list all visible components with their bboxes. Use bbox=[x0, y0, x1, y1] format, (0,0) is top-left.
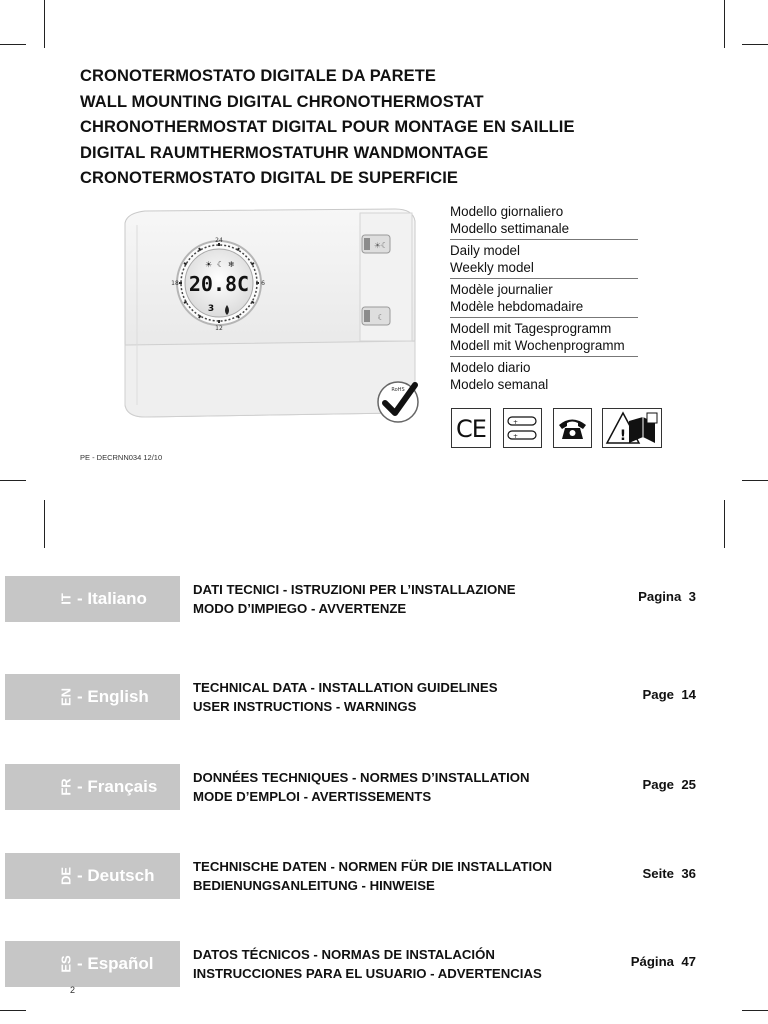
svg-text:!: ! bbox=[619, 428, 627, 444]
svg-text:☀☾: ☀☾ bbox=[373, 241, 389, 250]
language-tab bbox=[5, 853, 180, 899]
page-label: Seite bbox=[642, 866, 674, 881]
language-tab bbox=[5, 764, 180, 810]
page-number: 2 bbox=[70, 985, 76, 995]
section-description-line1: DATI TECNICI - ISTRUZIONI PER L’INSTALLAZIONE bbox=[193, 582, 516, 597]
language-code: DE bbox=[58, 866, 74, 886]
language-row-english[interactable] bbox=[0, 674, 768, 720]
page-number-ref: 36 bbox=[681, 866, 696, 881]
section-description bbox=[193, 679, 623, 716]
section-description bbox=[193, 769, 623, 806]
lcd-temperature: 20.8C bbox=[188, 272, 250, 296]
svg-text:❄: ❄ bbox=[228, 260, 235, 269]
language-tab bbox=[5, 576, 180, 622]
page-number-ref: 47 bbox=[681, 954, 696, 969]
model-group-english bbox=[450, 240, 638, 279]
svg-text:+: + bbox=[513, 433, 519, 440]
model-daily: Modèle journalier bbox=[450, 282, 553, 297]
language-tab bbox=[5, 941, 180, 987]
page-number-ref: 3 bbox=[688, 589, 696, 604]
model-group-italian bbox=[450, 201, 638, 240]
crop-mark bbox=[742, 480, 768, 481]
model-daily: Modell mit Tagesprogramm bbox=[450, 321, 612, 336]
page-reference bbox=[642, 866, 696, 881]
title-spanish: CRONOTERMOSTATO DIGITAL DE SUPERFICIE bbox=[80, 169, 459, 187]
ce-mark-icon bbox=[451, 408, 491, 448]
page-number-ref: 25 bbox=[681, 777, 696, 792]
crop-mark bbox=[742, 1010, 768, 1011]
model-daily: Modelo diario bbox=[450, 360, 531, 375]
title-german: DIGITAL RAUMTHERMOSTATUHR WANDMONTAGE bbox=[80, 143, 489, 162]
section-description bbox=[193, 581, 623, 618]
section-description-line1: TECHNISCHE DATEN - NORMEN FÜR DIE INSTALLATION bbox=[193, 859, 552, 874]
dial-label-left: 18 bbox=[171, 280, 179, 287]
section-description bbox=[193, 946, 623, 983]
language-row-italian[interactable] bbox=[0, 576, 768, 622]
language-name: - Italiano bbox=[77, 589, 147, 608]
crop-mark bbox=[44, 500, 45, 548]
language-code: ES bbox=[58, 955, 74, 973]
svg-text:☀: ☀ bbox=[205, 260, 213, 269]
model-group-french bbox=[450, 279, 638, 318]
section-description-line2: MODE D’EMPLOI - AVERTISSEMENTS bbox=[193, 788, 432, 804]
model-weekly: Modèle hebdomadaire bbox=[450, 299, 584, 314]
crop-mark bbox=[742, 44, 768, 45]
language-code: IT bbox=[58, 593, 74, 605]
warning-manual-icon bbox=[602, 408, 662, 448]
battery-icon bbox=[503, 408, 542, 448]
language-row-french[interactable] bbox=[0, 764, 768, 810]
dial-label-top: 24 bbox=[215, 237, 223, 244]
title-block bbox=[80, 64, 700, 192]
model-weekly: Modell mit Wochenprogramm bbox=[450, 338, 625, 353]
dial-label-right: 6 bbox=[261, 280, 265, 287]
page-number-ref: 14 bbox=[681, 687, 696, 702]
svg-text:+: + bbox=[513, 419, 519, 426]
telephone-icon bbox=[553, 408, 592, 448]
section-description bbox=[193, 858, 623, 895]
section-description-line2: INSTRUCCIONES PARA EL USUARIO - ADVERTENCIAS bbox=[193, 965, 542, 981]
page-label: Pagina bbox=[638, 589, 682, 604]
section-description-line2: BEDIENUNGSANLEITUNG - HINWEISE bbox=[193, 877, 435, 893]
crop-mark bbox=[44, 0, 45, 48]
language-name: - Deutsch bbox=[77, 866, 155, 885]
page-reference bbox=[631, 954, 696, 969]
ce-mark-text: CE bbox=[456, 415, 486, 443]
title-english: WALL MOUNTING DIGITAL CHRONOTHERMOSTAT bbox=[80, 92, 484, 111]
crop-mark bbox=[724, 500, 725, 548]
model-weekly: Modello settimanale bbox=[450, 221, 570, 236]
svg-text:☾: ☾ bbox=[217, 260, 225, 269]
rohs-badge-icon bbox=[378, 382, 418, 422]
svg-text:☾: ☾ bbox=[377, 313, 385, 322]
dial-label-bottom: 12 bbox=[215, 325, 223, 332]
model-weekly: Modelo semanal bbox=[450, 377, 549, 392]
language-tab bbox=[5, 674, 180, 720]
page-label: Página bbox=[630, 954, 674, 969]
section-description-line2: MODO D’IMPIEGO - AVVERTENZE bbox=[193, 600, 407, 616]
page-reference bbox=[642, 687, 696, 702]
model-list bbox=[450, 201, 638, 395]
page-label: Page bbox=[642, 687, 674, 702]
section-description-line1: DONNÉES TECHNIQUES - NORMES D’INSTALLATION bbox=[193, 770, 530, 785]
model-group-spanish bbox=[450, 357, 638, 395]
page-label: Page bbox=[642, 777, 674, 792]
crop-mark bbox=[0, 480, 26, 481]
language-code: EN bbox=[58, 687, 74, 707]
title-french: CHRONOTHERMOSTAT DIGITAL POUR MONTAGE EN SAILLIE bbox=[80, 118, 575, 136]
section-description-line2: USER INSTRUCTIONS - WARNINGS bbox=[193, 698, 417, 714]
document-reference: PE - DECRNN034 12/10 bbox=[80, 453, 163, 462]
crop-mark bbox=[0, 1010, 26, 1011]
language-row-german[interactable] bbox=[0, 853, 768, 899]
thermostat-illustration bbox=[115, 205, 433, 427]
language-name: - Français bbox=[77, 777, 158, 796]
title-italian: CRONOTERMOSTATO DIGITALE DA PARETE bbox=[80, 67, 437, 85]
model-daily: Daily model bbox=[450, 243, 520, 258]
language-row-spanish[interactable] bbox=[0, 941, 768, 987]
model-weekly: Weekly model bbox=[450, 260, 534, 275]
model-daily: Modello giornaliero bbox=[450, 204, 564, 219]
language-name: - Español bbox=[77, 954, 154, 973]
language-code: FR bbox=[58, 778, 74, 796]
section-description-line1: DATOS TÉCNICOS - NORMAS DE INSTALACIÓN bbox=[193, 947, 495, 962]
crop-mark bbox=[0, 44, 26, 45]
page-reference bbox=[642, 777, 696, 792]
svg-text:RoHS: RoHS bbox=[391, 387, 405, 393]
lcd-digit: 3 bbox=[207, 304, 215, 314]
section-description-line1: TECHNICAL DATA - INSTALLATION GUIDELINES bbox=[193, 680, 498, 695]
page-reference bbox=[638, 589, 696, 604]
crop-mark bbox=[724, 0, 725, 48]
language-name: - English bbox=[77, 687, 149, 706]
model-group-german bbox=[450, 318, 638, 357]
thermostat-image bbox=[115, 205, 433, 427]
